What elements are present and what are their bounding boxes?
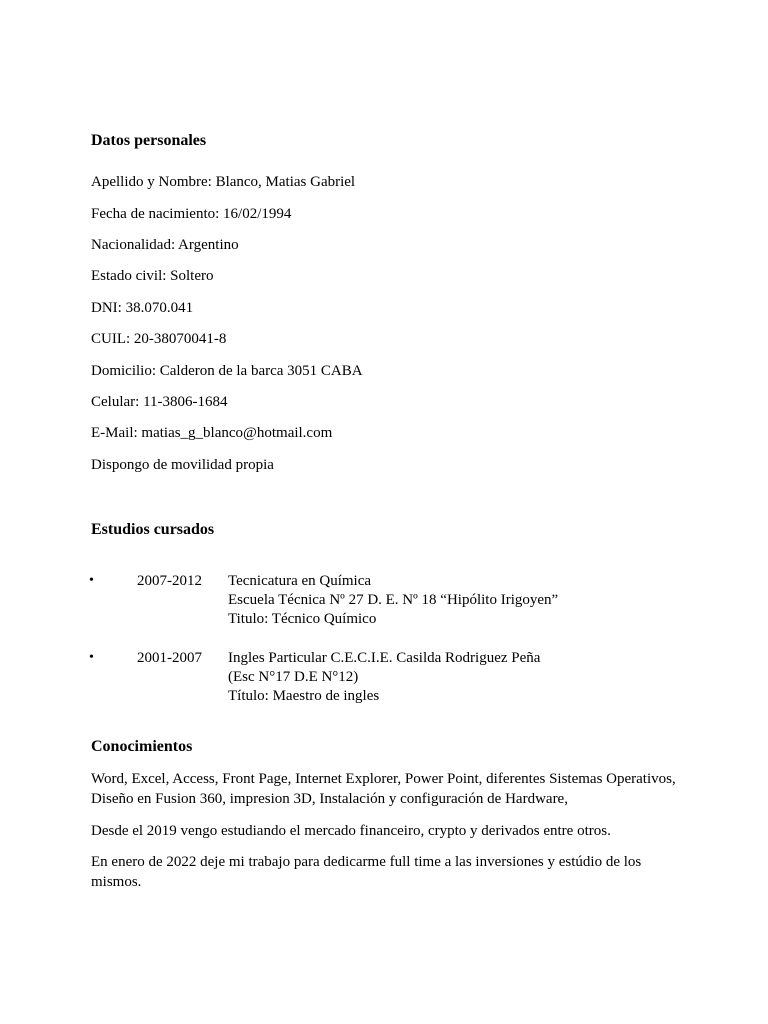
personal-civil-status: Estado civil: Soltero [91,268,214,284]
personal-phone: Celular: 11-3806-1684 [91,394,228,410]
personal-email: E-Mail: matias_g_blanco@hotmail.com [91,425,333,441]
study-years: 2007-2012 [137,573,202,589]
personal-dni: DNI: 38.070.041 [91,300,194,316]
bullet-icon: • [89,573,94,588]
personal-nationality: Nacionalidad: Argentino [91,237,239,253]
section-title-studies: Estudios cursados [91,521,215,538]
study-school: (Esc N°17 D.E N°12) [228,669,359,685]
knowledge-paragraph: En enero de 2022 deje mi trabajo para dedicarme full time a las inversiones y estúdio de los mismos. [91,854,642,890]
personal-mobility: Dispongo de movilidad propia [91,457,274,473]
personal-address: Domicilio: Calderon de la barca 3051 CABA [91,363,363,379]
personal-cuil: CUIL: 20-38070041-8 [91,331,227,347]
study-years: 2001-2007 [137,650,202,666]
knowledge-paragraph: Desde el 2019 vengo estudiando el mercado financeiro, crypto y derivados entre otros. [91,823,611,839]
study-school: Escuela Técnica Nº 27 D. E. Nº 18 “Hipólito Irigoyen” [228,592,559,608]
bullet-icon: • [89,650,94,665]
study-title: Ingles Particular C.E.C.I.E. Casilda Rodriguez Peña [228,650,541,666]
section-title-personal: Datos personales [91,132,207,149]
personal-birthdate: Fecha de nacimiento: 16/02/1994 [91,206,292,222]
study-degree: Título: Maestro de ingles [228,688,380,704]
knowledge-paragraph: Word, Excel, Access, Front Page, Internet Explorer, Power Point, diferentes Sistemas Operativos, Diseño en Fusion 360, impresion 3D, Instalación y configuración de Hardware, [91,771,676,807]
study-title: Tecnicatura en Química [228,573,372,589]
personal-name: Apellido y Nombre: Blanco, Matias Gabriel [91,174,356,190]
study-degree: Titulo: Técnico Químico [228,611,377,627]
section-title-knowledge: Conocimientos [91,738,193,755]
